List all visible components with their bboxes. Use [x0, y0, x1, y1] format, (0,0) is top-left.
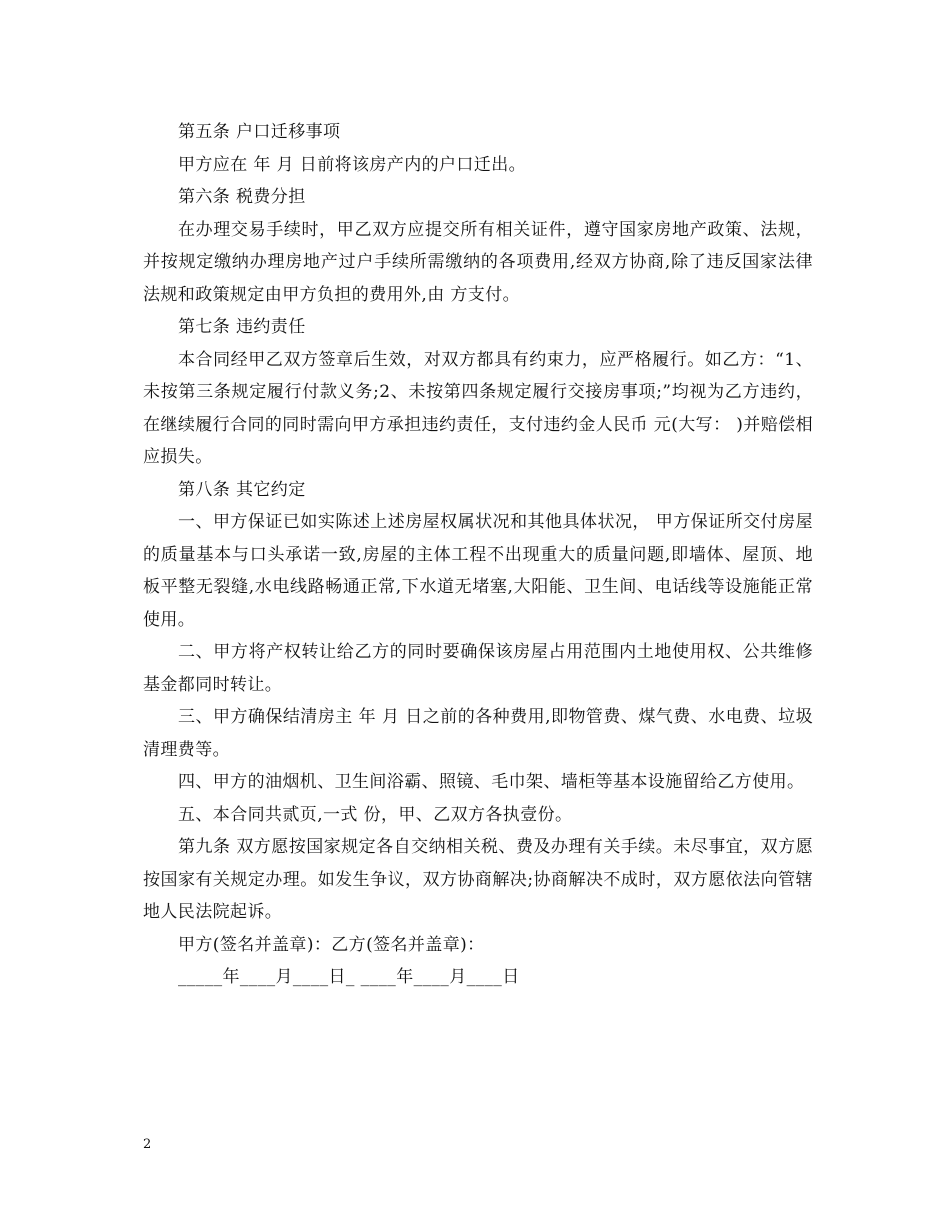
article-8-item-1: 一、甲方保证已如实陈述上述房屋权属状况和其他具体状况， 甲方保证所交付房屋的质量基本与口头承诺一致,房屋的主体工程不出现重大的质量问题,即墙体、屋顶、地板平整无裂缝,水电线路畅通正常,下水道无堵塞,大阳能、卫生间、电话线等设施能正常使用。: [143, 512, 813, 630]
article-8-item-2: 二、甲方将产权转让给乙方的同时要确保该房屋占用范围内土地使用权、公共维修基金都同时转让。: [143, 642, 813, 695]
date-line: _____年____月____日_ ____年____月____日: [178, 967, 520, 987]
article-7-heading: 第七条 违约责任: [178, 317, 306, 337]
signature-line: 甲方(签名并盖章)：乙方(签名并盖章)：: [178, 934, 485, 955]
article-8-item-4: 四、甲方的油烟机、卫生间浴霸、照镜、毛巾架、墙柜等基本设施留给乙方使用。: [178, 772, 805, 792]
article-6-heading: 第六条 税费分担: [178, 187, 306, 207]
contract-body: [143, 116, 813, 994]
article-5-text: 甲方应在 年 月 日前将该房产内的户口迁出。: [178, 154, 527, 175]
article-7-text: 本合同经甲乙双方签章后生效，对双方都具有约束力，应严格履行。如乙方：“1、未按第三条规定履行付款义务;2、未按第四条规定履行交接房事项;”均视为乙方违约，在继续履行合同的同时需向甲方承担违约责任，支付违约金人民币 元(大写： )并赔偿相应损失。: [143, 349, 813, 467]
article-8-item-3: 三、甲方确保结清房主 年 月 日之前的各种费用,即物管费、煤气费、水电费、垃圾清理费等。: [143, 707, 813, 760]
article-8-item-5: 五、本合同共贰页,一式 份，甲、乙双方各执壹份。: [178, 804, 573, 825]
article-5-heading: 第五条 户口迁移事项: [178, 122, 341, 142]
article-8-heading: 第八条 其它约定: [178, 479, 306, 500]
article-9-text: 第九条 双方愿按国家规定各自交纳相关税、费及办理有关手续。未尽事宜，双方愿按国家有关规定办理。如发生争议，双方协商解决;协商解决不成时，双方愿依法向管辖地人民法院起诉。: [143, 837, 813, 922]
article-6-text: 在办理交易手续时，甲乙双方应提交所有相关证件，遵守国家房地产政策、法规，并按规定缴纳办理房地产过户手续所需缴纳的各项费用,经双方协商,除了违反国家法律法规和政策规定由甲方负担的费用外,由 方支付。: [143, 219, 813, 305]
page-number: 2: [143, 1137, 152, 1152]
